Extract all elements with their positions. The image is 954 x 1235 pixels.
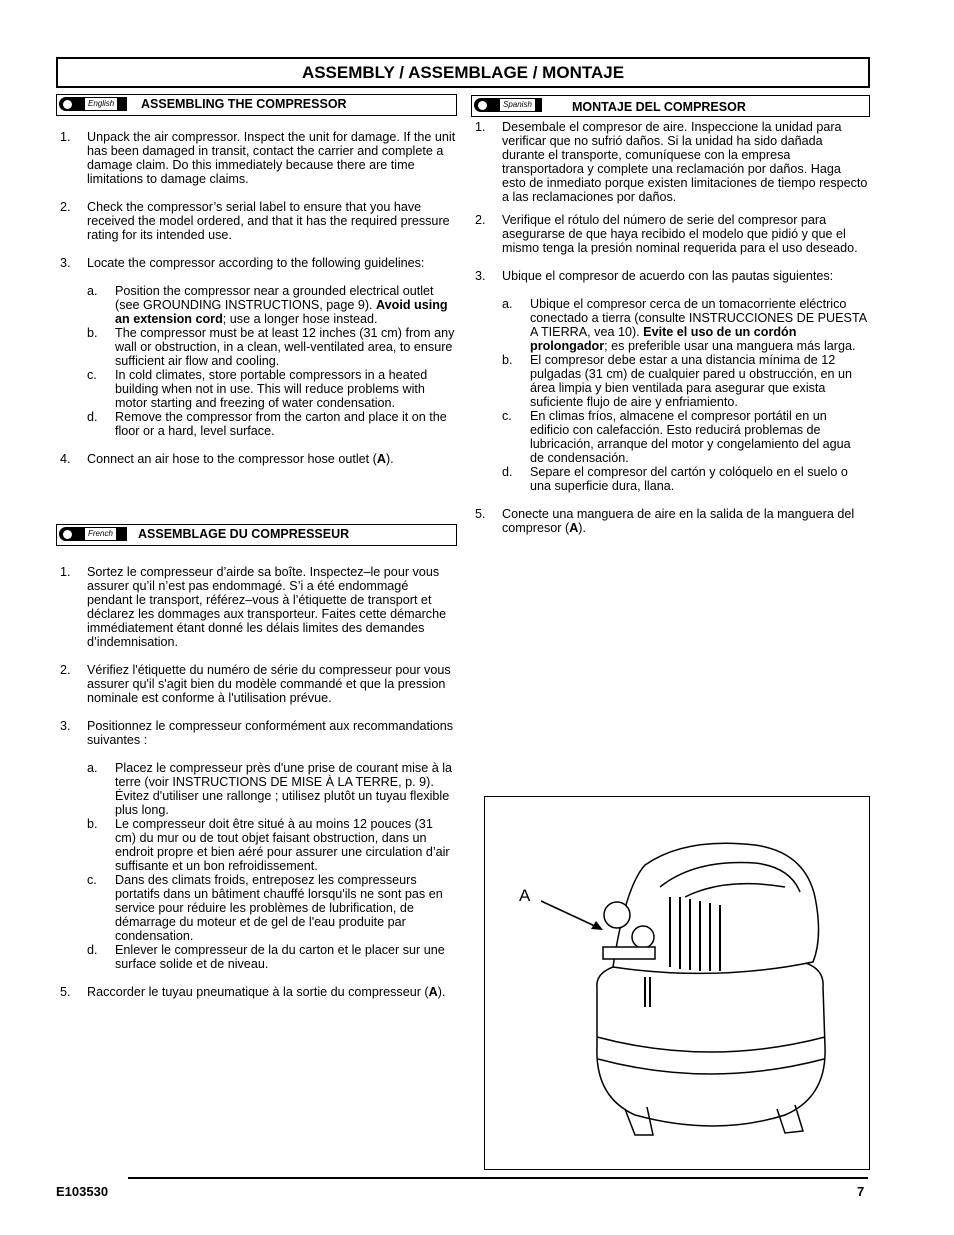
language-label: French	[85, 528, 116, 540]
list-item: 1. Desembale el compresor de aire. Inspeccione la unidad para verificar que no sufrió daños. Si la unidad ha sido dañada durante el transporte, comuníquese con la empresa transportadora y complete una reclamación por daños. Haga esto de inmediato porque existen limitaciones de tiempo respecto a las reclamaciones por daños.	[475, 120, 868, 204]
sub-item: d. Remove the compressor from the carton and place it on the floor or a hard, level surface.	[87, 410, 447, 438]
list-item: 1. Unpack the air compressor. Inspect the unit for damage. If the unit has been damaged in transit, contact the carrier and complete a damage claim. Do this immediately because there are time limitations to damage claims.	[60, 130, 456, 186]
sub-item: a. Ubique el compresor cerca de un tomacorriente eléctrico conectado a tierra (consulte INSTRUCCIONES DE PUESTA A TIERRA, vea 10). Evite el uso de un cordón prolongador; es preferible usar una manguera más larga.	[502, 297, 867, 353]
list-item: 4. Connect an air hose to the compressor hose outlet (A).	[60, 452, 394, 466]
footer-rule	[128, 1177, 868, 1179]
section-title: ASSEMBLING THE COMPRESSOR	[141, 97, 347, 111]
sub-item: d. Enlever le compresseur de la du carton et le placer sur une surface solide et de niveau.	[87, 943, 445, 971]
language-tab	[59, 97, 127, 111]
page-title: ASSEMBLY / ASSEMBLAGE / MONTAJE	[56, 57, 870, 88]
sub-item: b. El compresor debe estar a una distancia mínima de 12 pulgadas (31 cm) de cualquier pared u obstrucción, en un área limpia y bien ventilada para asegurar que exista suficiente flujo de aire y enfriamiento.	[502, 353, 853, 409]
language-label: Spanish	[500, 99, 535, 111]
list-item: 2. Verifique el rótulo del número de serie del compresor para asegurarse de que haya recibido el modelo que pidió y que el mismo tenga la presión nominal requerida para el uso deseado.	[475, 213, 858, 255]
page-number: 7	[857, 1184, 865, 1199]
french-instructions	[56, 565, 456, 999]
sub-item: d. Separe el compresor del cartón y colóquelo en el suelo o una superficie dura, llana.	[502, 465, 848, 493]
list-item: 5. Raccorder le tuyau pneumatique à la sortie du compresseur (A).	[60, 985, 446, 999]
bullet-icon	[63, 530, 72, 539]
list-item: 1. Sortez le compresseur d’airde sa boîte. Inspectez–le pour vous assurer qu’il n’est pas endommagé. S’i a été endommagé pendant le transport, référez–vous à l’étiquette de transport et déclarez les dommages aux transporteur. Faites cette démarche immédiatement étant donné les délais limites des demandes d’indemnisation.	[60, 565, 447, 649]
document-code: E103530	[56, 1184, 109, 1199]
section-header-french	[56, 524, 457, 546]
list-item: 3. Locate the compressor according to the following guidelines: a. Position the compressor near a grounded electrical outlet (see GROUNDING INSTRUCTIONS, page 9). Avoid using an extension cord; use a longer hose instead. b. The compressor must be at least 12 inches (31 cm) from any wall or obstruction, in a clean, well-ventilated area, to ensure sufficient air flow and cooling. c. In cold climates, store portable compressors in a heated building when not in use. This will reduce problems with motor starting and freezing of water condensation. d. Remove the compressor from the carton and place it on the floor or a hard, level surface.	[60, 256, 455, 438]
pointer-arrow-icon	[541, 895, 611, 935]
compressor-illustration	[485, 797, 869, 1169]
compressor-figure	[484, 796, 870, 1170]
list-item: 3. Ubique el compresor de acuerdo con las pautas siguientes: a. Ubique el compresor cerca de un tomacorriente eléctrico conectado a tierra (consulte INSTRUCCIONES DE PUESTA A TIERRA, vea 10). Evite el uso de un cordón prolongador; es preferible usar una manguera más larga. b. El compresor debe estar a una distancia mínima de 12 pulgadas (31 cm) de cualquier pared u obstrucción, en un área limpia y bien ventilada para asegurar que exista suficiente flujo de aire y enfriamiento. c. En climas fríos, almacene el compresor portátil en un edificio con calefacción. Esto reducirá problemas de lubricación, arranque del motor y congelamiento del agua de condensación. d. Separe el compresor del cartón y colóquelo en el suelo o una superficie dura, llana.	[475, 269, 867, 493]
language-tab	[59, 527, 127, 541]
section-title: ASSEMBLAGE DU COMPRESSEUR	[138, 527, 350, 541]
sub-item: b. The compressor must be at least 12 inches (31 cm) from any wall or obstruction, in a clean, well-ventilated area, to ensure sufficient air flow and cooling.	[87, 326, 455, 368]
list-item: 2. Vérifiez l'étiquette du numéro de série du compresseur pour vous assurer qu'il s'agit bien du modèle commandé et que la pression nominale est conforme à l'utilisation prévue.	[60, 663, 451, 705]
sub-item: a. Placez le compresseur près d'une prise de courant mise à la terre (voir INSTRUCTIONS DE MISE À LA TERRE, p. 9). Évitez d'utiliser une rallonge ; utilisez plutôt un tuyau flexible plus long.	[87, 761, 453, 817]
section-header-spanish	[471, 95, 870, 117]
sub-item: c. Dans des climats froids, entreposez les compresseurs portatifs dans un bâtiment chauffé lorsqu'ils ne sont pas en service pour réduire les problèmes de lubrification, de démarrage du moteur et de gel de l'eau produite par condensation.	[87, 873, 443, 943]
english-instructions	[56, 130, 456, 466]
list-item: 3. Positionnez le compresseur conformément aux recommandations suivantes : a. Placez le compresseur près d'une prise de courant mise à la terre (voir INSTRUCTIONS DE MISE À LA TERRE, p. 9). Évitez d'utiliser une rallonge ; utilisez plutôt un tuyau flexible plus long. b. Le compresseur doit être situé à au moins 12 pouces (31 cm) du mur ou de tout objet faisant obstruction, dans un endroit propre et bien aéré pour assurer une circulation d’air suffisante et un bon refroidissement. c. Dans des climats froids, entreposez les compresseurs portatifs dans un bâtiment chauffé lorsqu'ils ne sont pas en service pour réduire les problèmes de lubrification, de démarrage du moteur et de gel de l'eau produite par condensation. d. Enlever le compresseur de la du carton et le placer sur une surface solide et de niveau.	[56, 719, 456, 971]
language-tab	[474, 98, 542, 112]
sub-item: b. Le compresseur doit être situé à au moins 12 pouces (31 cm) du mur ou de tout objet faisant obstruction, dans un endroit propre et bien aéré pour assurer une circulation d’air suffisante et un bon refroidissement.	[87, 817, 450, 873]
list-item: 2. Check the compressor’s serial label to ensure that you have received the model ordered, and that it has the required pressure rating for its intended use.	[60, 200, 450, 242]
list-item: 5. Conecte una manguera de aire en la salida de la manguera del compresor (A).	[475, 507, 855, 535]
sub-item: c. En climas fríos, almacene el compresor portátil en un edificio con calefacción. Esto reducirá problemas de lubricación, arranque del motor y congelamiento del agua de condensación.	[502, 409, 851, 465]
spanish-instructions	[471, 120, 868, 535]
sub-item: a. Position the compressor near a grounded electrical outlet (see GROUNDING INSTRUCTIONS, page 9). Avoid using an extension cord; use a longer hose instead.	[87, 284, 448, 326]
bullet-icon	[478, 101, 487, 110]
figure-label: A	[519, 886, 531, 905]
section-header-english	[56, 94, 457, 116]
bullet-icon	[63, 100, 72, 109]
language-label: English	[85, 98, 117, 110]
sub-item: c. In cold climates, store portable compressors in a heated building when not in use. This will reduce problems with motor starting and freezing of water condensation.	[87, 368, 428, 410]
section-title: MONTAJE DEL COMPRESOR	[572, 100, 746, 114]
